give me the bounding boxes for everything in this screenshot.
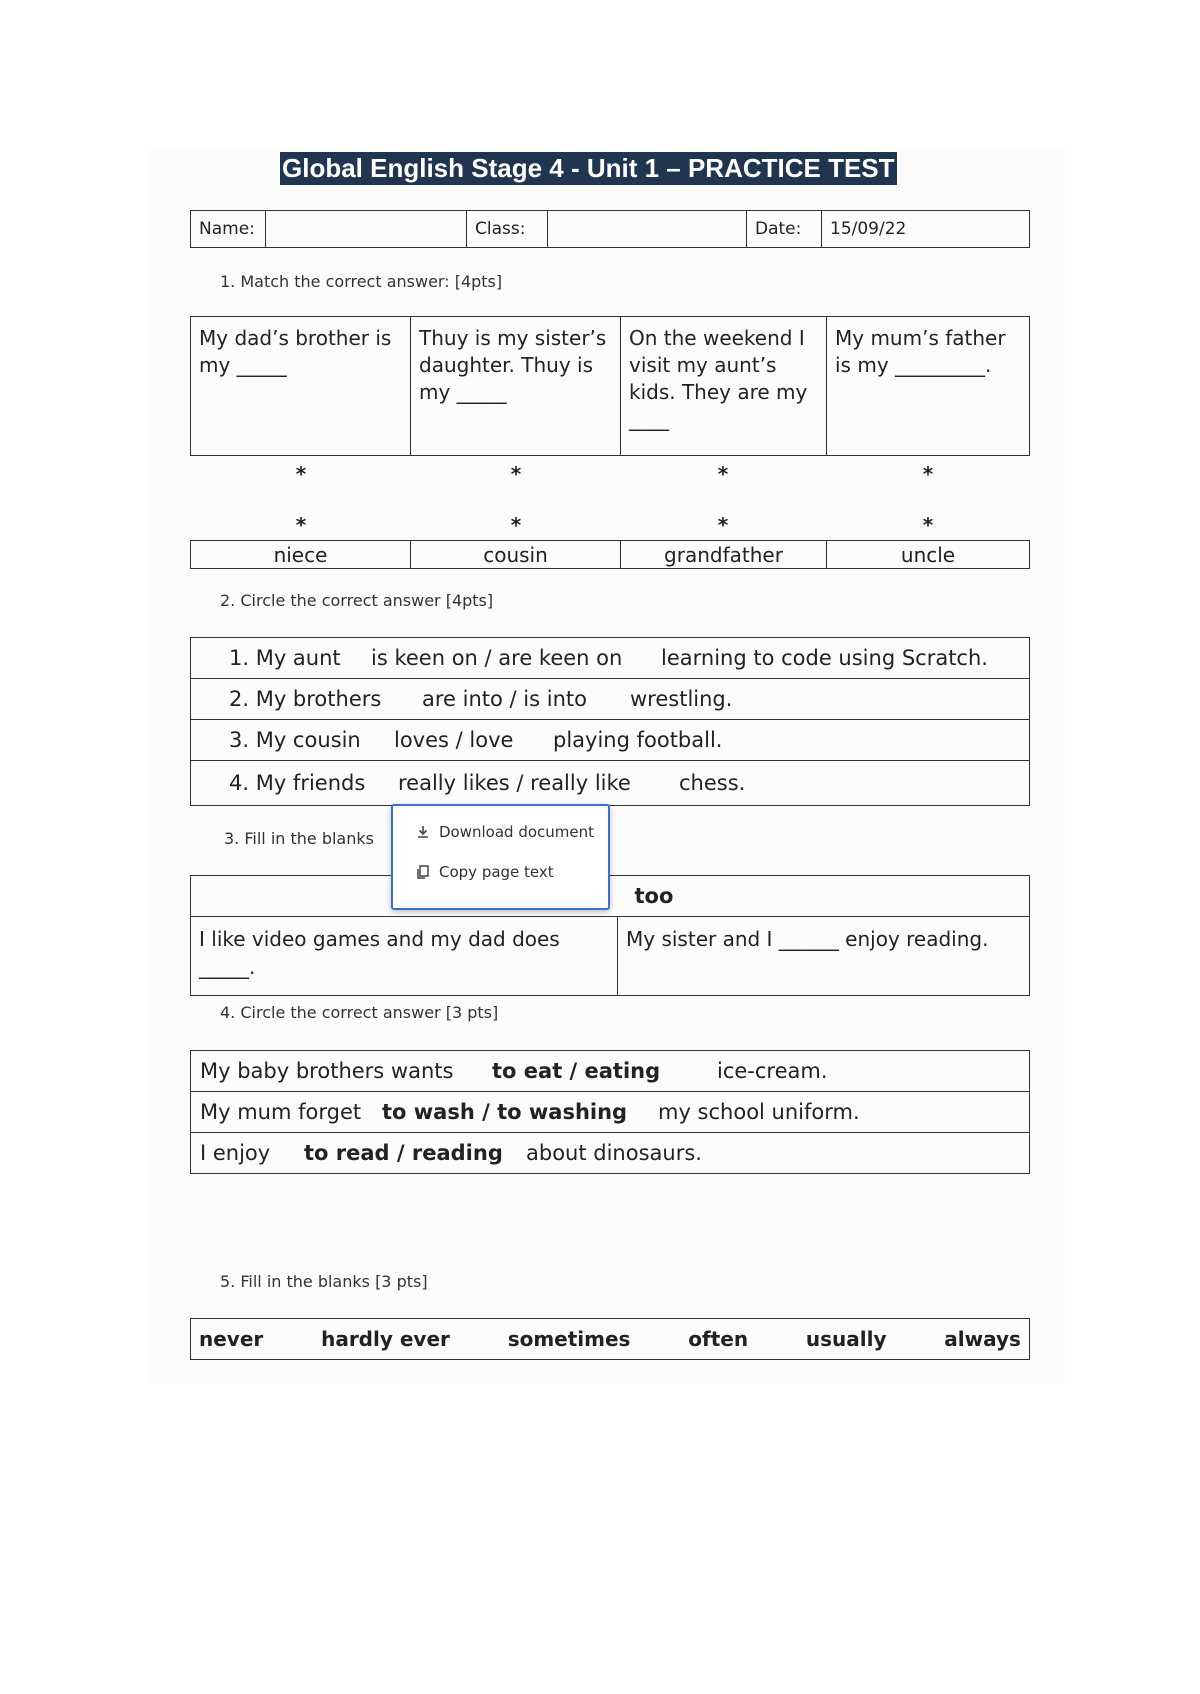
table-row: [191, 761, 1030, 806]
table-row: [191, 1051, 1030, 1092]
match-answer: grandfather: [621, 541, 827, 569]
row-rest: learning to code using Scratch.: [661, 646, 988, 670]
info-table: [190, 210, 1030, 248]
section5-heading: 5. Fill in the blanks [3 pts]: [220, 1272, 428, 1291]
match-prompt: My dad’s brother is my _____: [191, 317, 411, 456]
fill-sentence-left: I like video games and my dad does _____.: [191, 917, 618, 996]
row-subject: 4. My friends: [229, 771, 366, 795]
table-row: [191, 1092, 1030, 1133]
match-point[interactable]: *: [510, 462, 522, 486]
word-bank: [191, 876, 1030, 917]
match-prompt: Thuy is my sister’s daughter. Thuy is my _____: [411, 317, 621, 456]
word-bank-word: often: [688, 1327, 749, 1351]
row-rest: wrestling.: [630, 687, 733, 711]
row-rest: chess.: [679, 771, 746, 795]
match-point[interactable]: *: [922, 513, 934, 537]
table-row: [191, 679, 1030, 720]
page-title: Global English Stage 4 - Unit 1 – PRACTICE TEST: [282, 153, 895, 183]
match-point[interactable]: *: [922, 462, 934, 486]
section3-heading: 3. Fill in the blanks: [224, 829, 374, 848]
row-end: ice-cream.: [717, 1059, 828, 1083]
section2-heading: 2. Circle the correct answer [4pts]: [220, 591, 494, 610]
row-choice[interactable]: to read / reading: [304, 1141, 503, 1165]
section4-heading: 4. Circle the correct answer [3 pts]: [220, 1003, 499, 1022]
word-bank-word: never: [199, 1327, 264, 1351]
fill-sentence-right: My sister and I ______ enjoy reading.: [618, 917, 1030, 996]
class-field[interactable]: [548, 211, 747, 248]
match-answers-table: [190, 540, 1030, 569]
word-bank-word: hardly ever: [321, 1327, 450, 1351]
row-start: My baby brothers wants: [200, 1059, 454, 1083]
row-end: my school uniform.: [658, 1100, 860, 1124]
section1-heading: 1. Match the correct answer: [4pts]: [220, 272, 503, 291]
table-row: [191, 638, 1030, 679]
frequency-word-bank: [190, 1318, 1030, 1360]
row-start: I enjoy: [200, 1141, 271, 1165]
word-bank-word: always: [944, 1327, 1021, 1351]
match-point[interactable]: *: [717, 462, 729, 486]
copy-icon: [415, 864, 431, 880]
word-bank-word: too: [634, 883, 674, 908]
download-document-label: Download document: [439, 823, 595, 841]
context-menu: [391, 804, 610, 910]
class-label: Class:: [467, 211, 548, 248]
row-rest: playing football.: [553, 728, 723, 752]
row-choice[interactable]: to eat / eating: [492, 1059, 661, 1083]
row-subject: 3. My cousin: [229, 728, 361, 752]
match-answer: uncle: [827, 541, 1030, 569]
match-answer: cousin: [411, 541, 621, 569]
word-bank-word: sometimes: [507, 1327, 631, 1351]
match-point[interactable]: *: [510, 513, 522, 537]
table-row: [191, 1133, 1030, 1174]
row-choice[interactable]: really likes / really like: [398, 771, 631, 795]
match-prompt: On the weekend I visit my aunt’s kids. They are my ____: [621, 317, 827, 456]
word-bank-word: usually: [805, 1327, 887, 1351]
match-prompts-table: [190, 316, 1030, 456]
name-field[interactable]: [266, 211, 467, 248]
fill-table: [190, 875, 1030, 996]
table-row: [191, 720, 1030, 761]
date-label: Date:: [747, 211, 822, 248]
match-point[interactable]: *: [717, 513, 729, 537]
row-choice[interactable]: to wash / to washing: [382, 1100, 628, 1124]
match-point[interactable]: *: [295, 462, 307, 486]
name-label: Name:: [191, 211, 266, 248]
circle-table: [190, 637, 1030, 806]
match-answer: niece: [191, 541, 411, 569]
row-subject: 2. My brothers: [229, 687, 382, 711]
row-choice[interactable]: loves / love: [394, 728, 514, 752]
match-prompt: My mum’s father is my _________.: [827, 317, 1030, 456]
download-icon: [415, 824, 431, 840]
row-choice[interactable]: is keen on / are keen on: [371, 646, 623, 670]
match-point[interactable]: *: [295, 513, 307, 537]
row-start: My mum forget: [200, 1100, 362, 1124]
row-subject: 1. My aunt: [229, 646, 341, 670]
date-field[interactable]: 15/09/22: [822, 211, 1030, 248]
row-end: about dinosaurs.: [526, 1141, 702, 1165]
copy-page-text-item[interactable]: [415, 863, 554, 881]
circle-table-2: [190, 1050, 1030, 1174]
download-document-item[interactable]: [415, 823, 594, 841]
row-choice[interactable]: are into / is into: [422, 687, 587, 711]
copy-page-text-label: Copy page text: [439, 863, 554, 881]
